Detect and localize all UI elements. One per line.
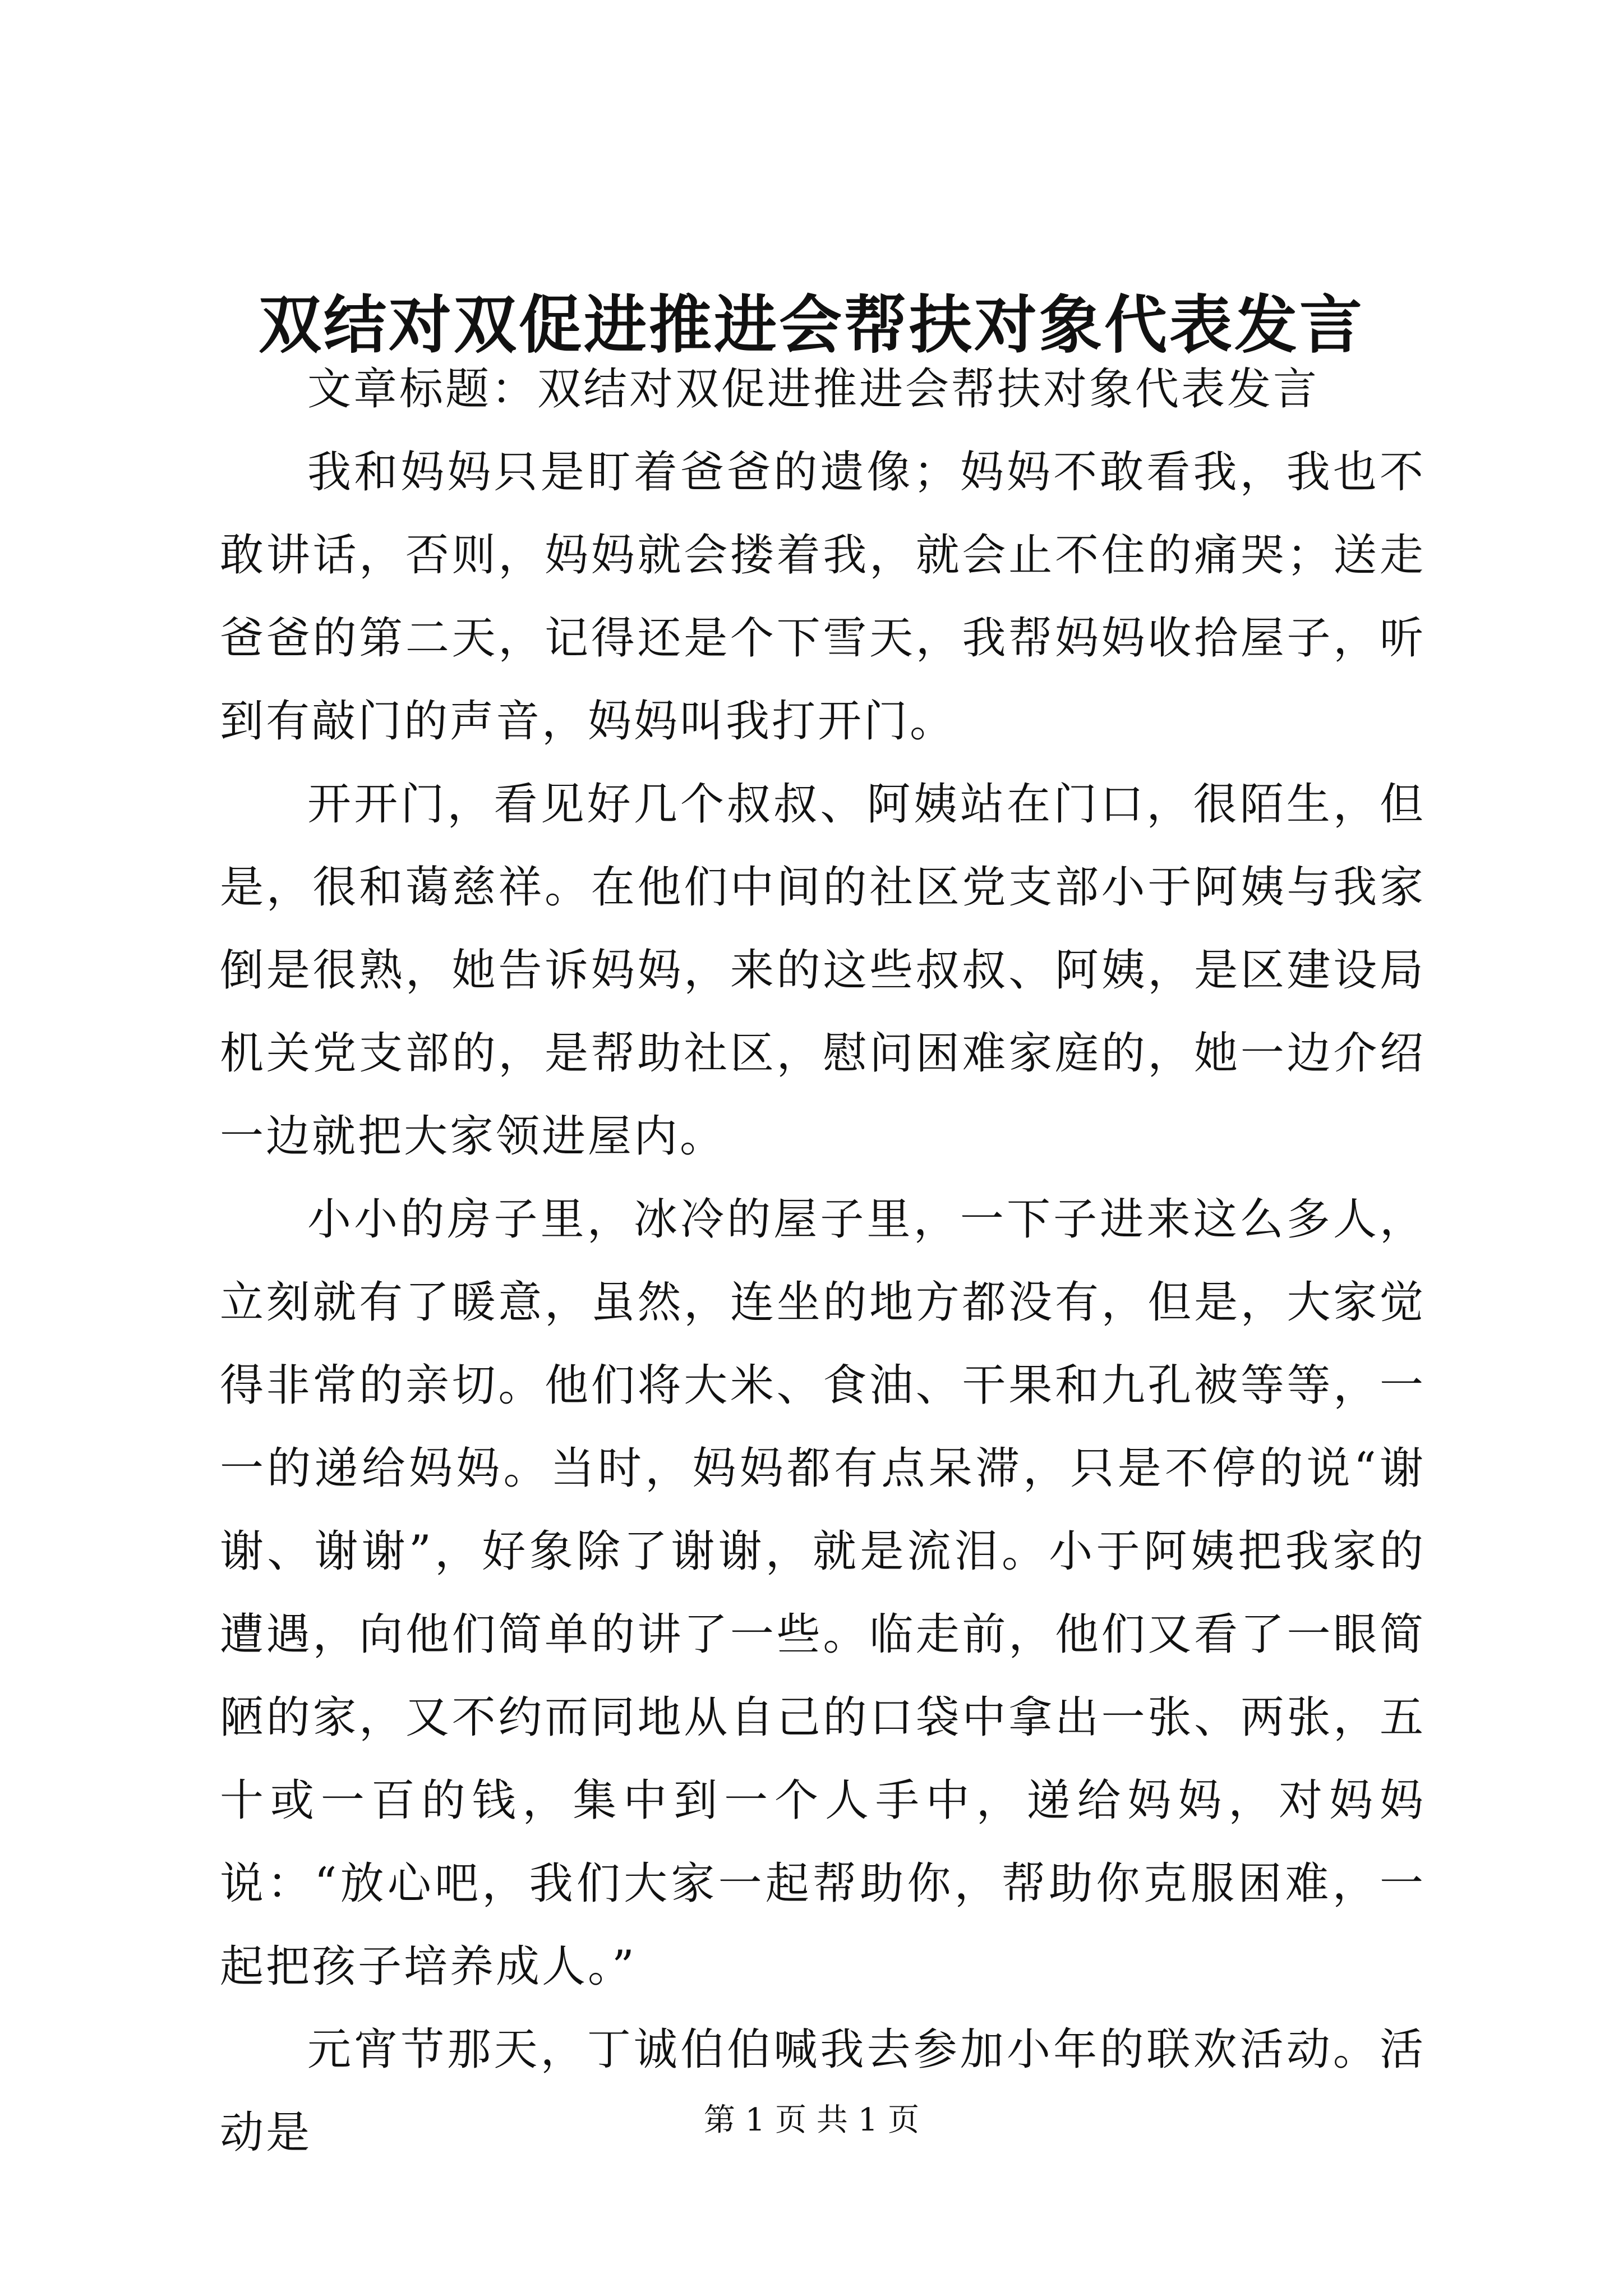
page-footer: 第 1 页 共 1 页	[703, 2102, 920, 2138]
paragraph: 开开门，看见好几个叔叔、阿姨站在门口，很陌生，但是，很和蔼慈祥。在他们中间的社区党支部小于阿姨与我家倒是很熟，她告诉妈妈，来的这些叔叔、阿姨，是区建设局机关党支部的，是帮助社区，慰问困难家庭的，她一边介绍一边就把大家领进屋内。	[220, 779, 1426, 1162]
paragraph-article-title: 文章标题：双结对双促进推进会帮扶对象代表发言	[307, 364, 1320, 415]
paragraph: 元宵节那天，丁诚伯伯喊我去参加小年的联欢活动。活动是	[220, 2024, 1426, 2158]
document-body	[220, 348, 1426, 2174]
paragraph: 小小的房子里，冰冷的屋子里，一下子进来这么多人，立刻就有了暖意，虽然，连坐的地方都没有，但是，大家觉得非常的亲切。他们将大米、食油、干果和九孔被等等，一一的递给妈妈。当时，妈妈都有点呆滞，只是不停的说“谢谢、谢谢”，好象除了谢谢，就是流泪。小于阿姨把我家的遭遇，向他们简单的讲了一些。临走前，他们又看了一眼简陋的家，又不约而同地从自己的口袋中拿出一张、两张，五十或一百的钱，集中到一个人手中，递给妈妈，对妈妈说：“放心吧，我们大家一起帮助你，帮助你克服困难，一起把孩子培养成人。”	[220, 1194, 1426, 1992]
document-title: 双结对双促进推进会帮扶对象代表发言	[259, 288, 1364, 362]
paragraph: 我和妈妈只是盯着爸爸的遗像；妈妈不敢看我，我也不敢讲话，否则，妈妈就会搂着我，就会止不住的痛哭；送走爸爸的第二天，记得还是个下雪天，我帮妈妈收拾屋子，听到有敲门的声音，妈妈叫我打开门。	[220, 447, 1426, 747]
